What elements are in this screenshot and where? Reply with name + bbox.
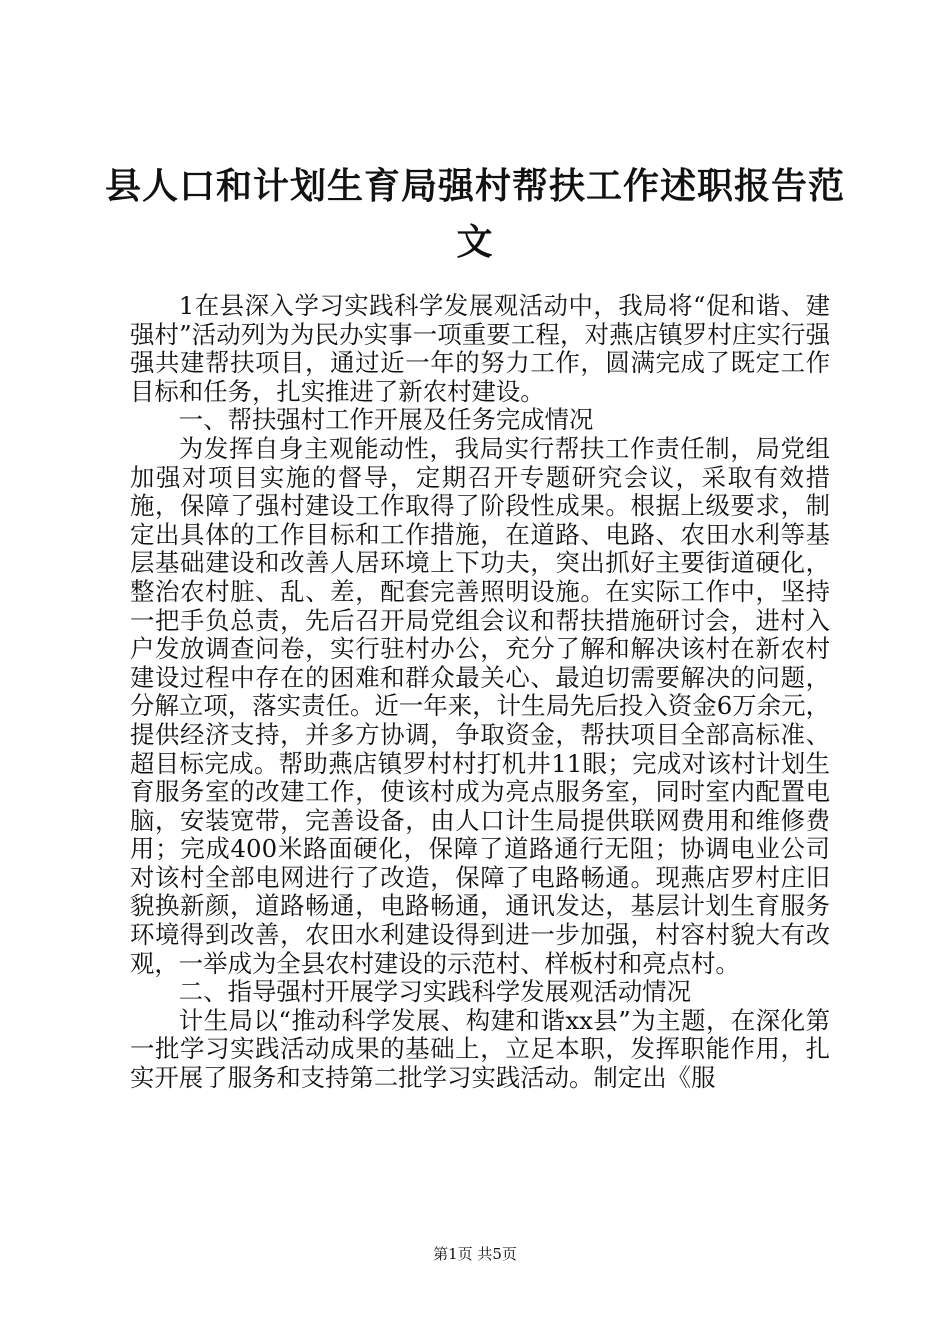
section-heading-2: 二、指导强村开展学习实践科学发展观活动情况 — [178, 977, 692, 1007]
title-line-1: 县人口和计划生育局强村帮扶工作述职报告范 — [104, 165, 845, 207]
paragraph-section-1: 为发挥自身主观能动性，我局实行帮扶工作责任制，局党组加强对项目实施的督导，定期召开专题研究会议，采取有效措施，保障了强村建设工作取得了阶段性成果。根据上级要求，制定出具体的工作目标和工作措施，在道路、电路、农田水利等基层基础建设和改善人居环境上下功夫，突出抓好主要街道硬化，整治农村脏、乱、差，配套完善照明设施。在实际工作中，坚持一把手负总责，先后召开局党组会议和帮扶措施研讨会，进村入户发放调查问卷，实行驻村办公，充分了解和解决该村在新农村建设过程中存在的困难和群众最关心、最迫切需要解决的问题，分解立项，落实责任。近一年来，计生局先后投入资金6万余元，提供经济支持，并多方协调，争取资金，帮扶项目全部高标准、超目标完成。帮助燕店镇罗村村打机井11眼；完成对该村计划生育服务室的改建工作，使该村成为亮点服务室，同时室内配置电脑，安装宽带，完善设备，由人口计生局提供联网费用和维修费用；完成400米路面硬化，保障了道路通行无阻；协调电业公司对该村全部电网进行了改造，保障了电路畅通。现燕店罗村庄旧貌换新颜，道路畅通，电路畅通，通讯发达，基层计划生育服务环境得到改善，农田水利建设得到进一步加强，村容村貌大有改观，一举成为全县农村建设的示范村、样板村和亮点村。 — [130, 433, 830, 978]
document-title — [100, 158, 850, 270]
section-heading-1: 一、帮扶强村工作开展及任务完成情况 — [178, 405, 594, 435]
title-line-2: 文 — [456, 221, 494, 263]
document-body — [130, 292, 830, 1093]
paragraph-section-2: 计生局以“推动科学发展、构建和谐xx县”为主题，在深化第一批学习实践活动成果的基础上，立足本职，发挥职能作用，扎实开展了服务和支持第二批学习实践活动。制定出《服 — [130, 1005, 830, 1093]
paragraph-intro: 1在县深入学习实践科学发展观活动中，我局将“促和谐、建强村”活动列为为民办实事一项重要工程，对燕店镇罗村庄实行强强共建帮扶项目，通过近一年的努力工作，圆满完成了既定工作目标和任务，扎实推进了新农村建设。 — [130, 291, 830, 406]
page-footer: 第1页 共5页 — [433, 1245, 517, 1263]
